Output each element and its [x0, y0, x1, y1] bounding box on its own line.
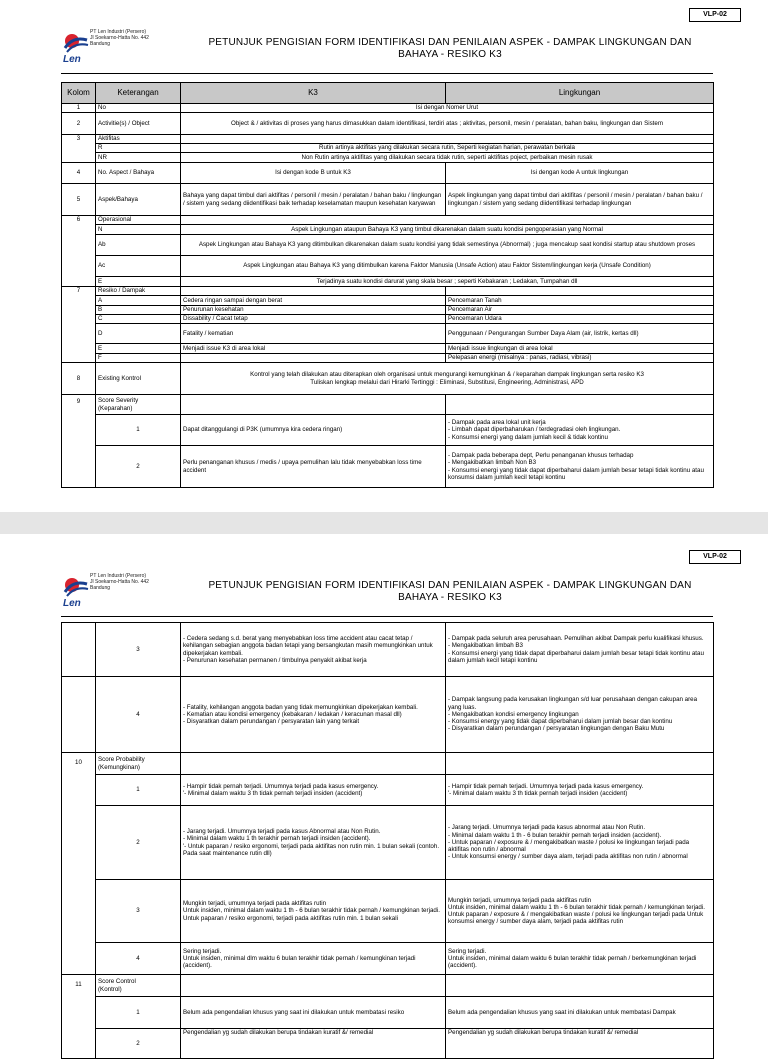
document-code: VLP-02	[689, 550, 741, 564]
table-row	[62, 446, 714, 488]
k3-value: Dissability / Cacat tetap	[181, 315, 446, 324]
k3-value: Penurunan kesehatan	[181, 306, 446, 315]
row-label: No. Aspect / Bahaya	[96, 163, 181, 184]
k3-value: Mungkin terjadi, umumnya terjadi pada aktifitas rutin Untuk insiden, minimal dalam waktu 1 th - 6 bulan terakhir tidak pernah / kemungkinan terjadi. Untuk paparan / resiko ergonomi, terjadi pada aktifitas rutin min. 1 bulan sekali	[181, 880, 446, 943]
row-label: Operasional	[96, 216, 181, 225]
row-number: 4	[62, 163, 96, 184]
sub-code: R	[96, 144, 181, 153]
table-row	[62, 277, 714, 287]
lingkungan-value: - Jarang terjadi. Umumnya terjadi pada kasus abnormal atau Non Rutin. - Minimal dalam waktu 1 th - 6 bulan terakhir pernah terjadi insiden (accident). - Untuk paparan / exposure & / mengakibatkan waste / polusi ke lingkungan terjadi pada aktifitas non rutin / abnormal - Untuk konsumsi energy / sumber daya alam, terjadi pada aktifitas non rutin / abnormal	[446, 806, 714, 880]
table-row	[62, 153, 714, 163]
company-info	[90, 29, 180, 47]
lingkungan-value: Belum ada pengendalian khusus yang saat ini dilakukan untuk membatasi Dampak	[446, 997, 714, 1029]
lingkungan-value: - Dampak langsung pada kerusakan lingkungan s/d luar perusahaan dengan cakupan area yang luas. - Mengakibatkan kondisi emergency lingkungan - Konsumsi energy yang tidak dapat diperbaharui dalam jumlah besar dan kontinu - Disyaratkan dalam perundangan / persyaratan lingkungan dengan Baku Mutu	[446, 677, 714, 753]
table-row	[62, 144, 714, 153]
document-title	[190, 37, 710, 61]
sub-code: B	[96, 306, 181, 315]
row-label: Score Probability (Kemungkinan)	[96, 753, 181, 775]
row-number: 3	[62, 135, 96, 163]
lingkungan-value: Penggunaan / Pengurangan Sumber Daya Alam (air, listrik, kertas dll)	[446, 324, 714, 344]
sub-code: A	[96, 296, 181, 306]
table-row	[62, 296, 714, 306]
row-label: Aspek/Bahaya	[96, 184, 181, 216]
instruction-table	[61, 82, 714, 488]
lingkungan-value: Pelepasan energi (misalnya : panas, radiasi, vibrasi)	[446, 354, 714, 363]
row-value: Aspek Lingkungan atau Bahaya K3 yang ditimbulkan dikarenakan dalam suatu kondisi yang tidak semestinya (Abnormal) ; juga mencakup saat kondisi startup atau shutdown proses	[181, 235, 714, 256]
row-number: 5	[62, 184, 96, 216]
logo-text: Len	[63, 598, 81, 609]
row-label: Activitie(s) / Object	[96, 113, 181, 135]
sub-code: D	[96, 324, 181, 344]
table-row	[62, 363, 714, 395]
table-row	[62, 113, 714, 135]
company-name: PT Len Industri (Persero)	[90, 573, 147, 579]
table-row	[62, 315, 714, 324]
document-title	[190, 580, 710, 604]
row-value: Rutin artinya aktifitas yang dilakukan secara rutin, Seperti kegiatan harian, perawatan berkala	[181, 144, 714, 153]
sub-code: F	[96, 354, 181, 363]
sub-code: C	[96, 315, 181, 324]
title-line-1: PETUNJUK PENGISIAN FORM IDENTIFIKASI DAN PENILAIAN ASPEK - DAMPAK LINGKUNGAN DAN	[208, 580, 692, 591]
table-row	[62, 677, 714, 753]
table-row	[62, 184, 714, 216]
len-logo-icon	[63, 32, 89, 54]
title-line-2: BAHAYA - RESIKO K3	[398, 49, 502, 60]
k3-value: - Fatality, kehilangan anggota badan yang tidak memungkinkan dipekerjakan kembali. - Kematian atau kondisi emergency (kebakaran / ledakan / keracunan masal dll) - Disyaratkan dalam perundangan / persyaratan lain yang terkait	[181, 677, 446, 753]
divider	[61, 73, 713, 74]
table-row	[62, 415, 714, 446]
lingkungan-value: Pengendalian yg sudah dilakukan berupa tindakan kuratif &/ remedial	[446, 1029, 714, 1059]
lingkungan-value: Menjadi issue lingkungan di area lokal	[446, 344, 714, 354]
divider	[61, 616, 713, 617]
k3-value: Pengendalian yg sudah dilakukan berupa tindakan kuratif &/ remedial	[181, 1029, 446, 1059]
k3-value: Belum ada pengendalian khusus yang saat ini dilakukan untuk membatasi resiko	[181, 997, 446, 1029]
lingkungan-value: Pencemaran Tanah	[446, 296, 714, 306]
lingkungan-value: - Dampak pada seluruh area perusahaan. Pemulihan akibat Dampak perlu kualifikasi khusus. - Mengakibatkan limbah B3 - Konsumsi energi yang tidak dapat diperbaharui dalam jumlah besar tetapi tidak kontinu atau dalam jumlah kecil tetapi kontinu	[446, 623, 714, 677]
table-row	[62, 135, 714, 144]
table-row	[62, 753, 714, 775]
lingkungan-value: Aspek lingkungan yang dapat timbul dari aktifitas / personil / mesin / peralatan / bahan baku / lingkungan / sistem yang sedang diidentifikasi terhadap lingkungan	[446, 184, 714, 216]
score-value: 3	[96, 623, 181, 677]
document-page-2	[0, 534, 768, 1047]
table-row	[62, 287, 714, 296]
title-line-1: PETUNJUK PENGISIAN FORM IDENTIFIKASI DAN PENILAIAN ASPEK - DAMPAK LINGKUNGAN DAN	[208, 37, 692, 48]
lingkungan-value: - Dampak pada beberapa dept, Perlu penanganan khusus terhadap - Mengakibatkan limbah Non B3 - Konsumsi energi yang tidak dapat diperbaharui dalam jumlah besar tetapi tidak kontinu atau konsumsi dalam jumlah kecil tetapi kontinu	[446, 446, 714, 488]
sub-code: N	[96, 225, 181, 235]
score-value: 4	[96, 677, 181, 753]
sub-code: Ab	[96, 235, 181, 256]
lingkungan-value: Sering terjadi. Untuk insiden, minimal dalam waktu 6 bulan terakhir tidak pernah / berkemungkinan terjadi (accident).	[446, 943, 714, 975]
lingkungan-value: Mungkin terjadi, umumnya terjadi pada aktifitas rutin Untuk insiden, minimal dalam waktu 1 th - 6 bulan terakhir tidak pernah / kemungkinan terjadi. Untuk paparan / exposure & / mengakibatkan waste / polusi ke lingkungan terjadi pada Untuk konsumsi energy / sumber daya alam, terjadi pada aktifitas rutin	[446, 880, 714, 943]
score-value: 1	[96, 997, 181, 1029]
table-row	[62, 256, 714, 277]
table-row	[62, 997, 714, 1029]
score-value: 1	[96, 415, 181, 446]
k3-value: - Hampir tidak pernah terjadi. Umumnya terjadi pada kasus emergency. '- Minimal dalam waktu 3 th tidak pernah terjadi insiden (accident)	[181, 775, 446, 806]
company-address: Jl Soekarno-Hatta No. 442	[90, 579, 149, 585]
table-row	[62, 623, 714, 677]
row-number: 6	[62, 216, 96, 287]
company-city: Bandung	[90, 41, 111, 47]
row-label: No	[96, 104, 181, 113]
row-label: Aktifitas	[96, 135, 181, 144]
k3-value: - Jarang terjadi. Umumnya terjadi pada kasus Abnormal atau Non Rutin. - Minimal dalam waktu 1 th terakhir pernah terjadi insiden (accident). '- Untuk paparan / resiko ergonomi, terjadi pada aktifitas non rutin min. 1 bulan sekali (contoh. Pada saat maintenance rutin dll)	[181, 806, 446, 880]
table-row	[62, 306, 714, 315]
title-line-2: BAHAYA - RESIKO K3	[398, 592, 502, 603]
row-value: Aspek Lingkungan atau Bahaya K3 yang ditimbulkan karena Faktor Manusia (Unsafe Action) atau Faktor Sistem/lingkungan kerja (Unsafe Condition)	[181, 256, 714, 277]
row-label: Resiko / Dampak	[96, 287, 181, 296]
sub-code: Ac	[96, 256, 181, 277]
sub-code: NR	[96, 153, 181, 163]
k3-value: Menjadi issue K3 di area lokal	[181, 344, 446, 354]
k3-value	[181, 354, 446, 363]
row-number: 9	[62, 395, 96, 488]
table-row	[62, 324, 714, 344]
header-keterangan: Keterangan	[96, 83, 181, 104]
page-separator	[0, 512, 768, 534]
table-row	[62, 806, 714, 880]
table-row	[62, 344, 714, 354]
row-value: Kontrol yang telah dilakukan atau diterapkan oleh organisasi untuk mengurangi kemungkinan & / keparahan dampak lingkungan serta resiko K3 Tuliskan lengkap melalui dari Hirarki Tertinggi : Eliminasi, Substitusi, Engineering, Administrasi, APD	[181, 363, 714, 395]
sub-code: E	[96, 277, 181, 287]
k3-value: Cedera ringan sampai dengan berat	[181, 296, 446, 306]
instruction-table-continued	[61, 622, 714, 1059]
row-value: Non Rutin artinya aktifitas yang dilakukan secara tidak rutin, seperti aktifitas poject, perbaikan mesin rusak	[181, 153, 714, 163]
table-row	[62, 216, 714, 225]
company-address: Jl Soekarno-Hatta No. 442	[90, 35, 149, 41]
table-row	[62, 880, 714, 943]
score-value: 1	[96, 775, 181, 806]
table-row	[62, 1029, 714, 1059]
row-value: Isi dengan Nomer Urut	[181, 104, 714, 113]
table-row	[62, 395, 714, 415]
table-row	[62, 775, 714, 806]
score-value: 2	[96, 1029, 181, 1059]
row-number: 11	[62, 975, 96, 1059]
row-label: Score Control (Kontrol)	[96, 975, 181, 997]
lingkungan-value: Pencemaran Udara	[446, 315, 714, 324]
score-value: 2	[96, 446, 181, 488]
sub-code: E	[96, 344, 181, 354]
row-number: 10	[62, 753, 96, 975]
table-row	[62, 163, 714, 184]
table-row	[62, 354, 714, 363]
header-kolom: Kolom	[62, 83, 96, 104]
company-city: Bandung	[90, 585, 111, 591]
k3-value: Dapat ditanggulangi di P3K (umumnya kira cedera ringan)	[181, 415, 446, 446]
row-number: 2	[62, 113, 96, 135]
k3-value: Isi dengan kode B untuk K3	[181, 163, 446, 184]
row-value: Aspek Lingkungan ataupun Bahaya K3 yang timbul dikarenakan dalam suatu kondisi pengoperasian yang Normal	[181, 225, 714, 235]
len-logo-icon	[63, 576, 89, 598]
header-lingkungan: Lingkungan	[446, 83, 714, 104]
k3-value: Bahaya yang dapat timbul dari aktifitas / personil / mesin / peralatan / bahan baku / lingkungan / sistem yang sedang diidentifikasi baik terhadap keselamatan maupun kesehatan karyawan	[181, 184, 446, 216]
k3-value: Sering terjadi. Untuk insiden, minimal dlm waktu 6 bulan terakhir tidak pernah / kemungkinan terjadi (accident).	[181, 943, 446, 975]
table-row	[62, 975, 714, 997]
header-k3: K3	[181, 83, 446, 104]
score-value: 3	[96, 880, 181, 943]
table-header-row	[62, 83, 714, 104]
document-page-1	[0, 0, 768, 512]
company-info	[90, 573, 180, 591]
score-value: 4	[96, 943, 181, 975]
table-row	[62, 225, 714, 235]
lingkungan-value: - Dampak pada area lokal unit kerja - Limbah dapat diperbaharukan / terdegradasi oleh lingkungan. - Konsumsi energi yang dalam jumlah kecil & tidak kontinu	[446, 415, 714, 446]
row-number: 1	[62, 104, 96, 113]
row-value: Terjadinya suatu kondisi darurat yang skala besar ; seperti Kebakaran ; Ledakan, Tumpahan dll	[181, 277, 714, 287]
table-row	[62, 104, 714, 113]
row-value: Object & / aktivitas di proses yang harus dimasukkan dalam identifikasi, terdiri atas ; aktivitas, personil, mesin / peralatan, bahan baku, lingkungan dan Sistem	[181, 113, 714, 135]
row-label: Existing Kontrol	[96, 363, 181, 395]
document-code: VLP-02	[689, 8, 741, 22]
row-number: 7	[62, 287, 96, 363]
k3-value: Perlu penanganan khusus / medis / upaya pemulihan lalu tidak menyebabkan loss time accident	[181, 446, 446, 488]
k3-value: Fatality / kematian	[181, 324, 446, 344]
lingkungan-value: Isi dengan kode A untuk lingkungan	[446, 163, 714, 184]
table-row	[62, 235, 714, 256]
lingkungan-value: - Hampir tidak pernah terjadi. Umumnya terjadi pada kasus emergency. '- Minimal dalam waktu 3 th tidak pernah terjadi insiden (accident)	[446, 775, 714, 806]
logo-text: Len	[63, 54, 81, 65]
score-value: 2	[96, 806, 181, 880]
row-label: Score Severity (Keparahan)	[96, 395, 181, 415]
table-row	[62, 943, 714, 975]
row-number: 8	[62, 363, 96, 395]
company-name: PT Len Industri (Persero)	[90, 29, 147, 35]
k3-value: - Cedera sedang s.d. berat yang menyebabkan loss time accident atau cacat tetap / kehilangan sebagian anggota badan tetapi yang bersangkutan masih memungkinkan untuk dipekerjakan kembali. - Penurunan kesehatan permanen / timbulnya penyakit akibat kerja	[181, 623, 446, 677]
lingkungan-value: Pencemaran Air	[446, 306, 714, 315]
